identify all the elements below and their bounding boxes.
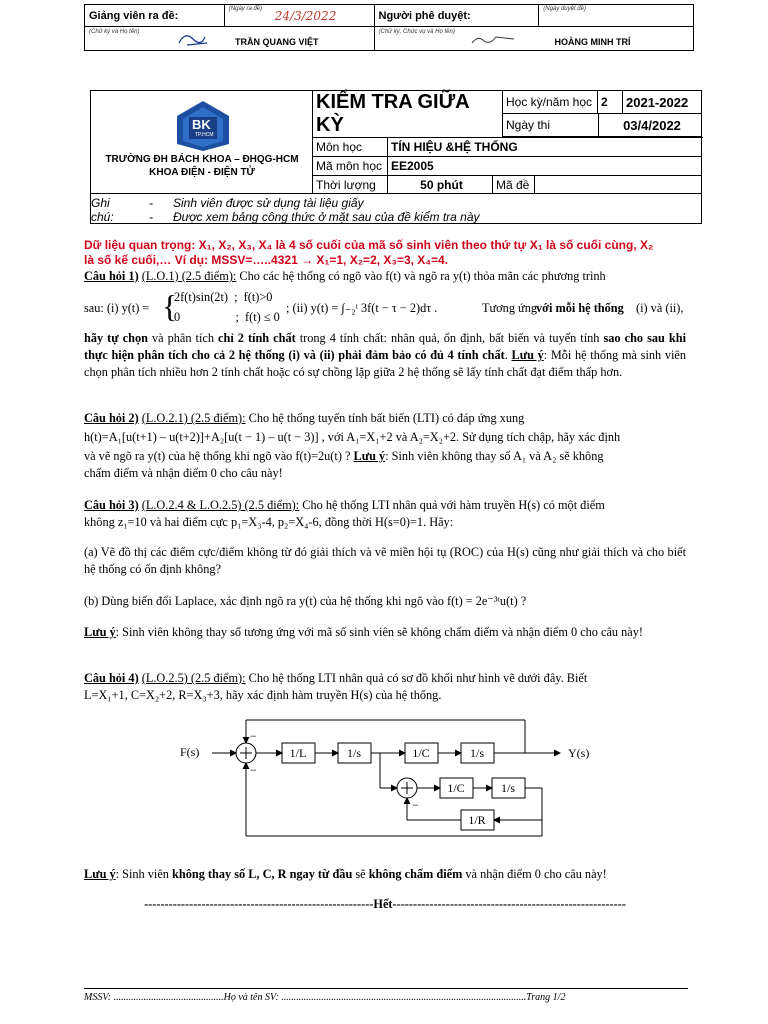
sign-hint-left: (Chữ ký và Họ tên) (89, 29, 140, 35)
q4-head: Câu hỏi 4) (84, 671, 139, 685)
q3-note-text: : Sinh viên không thay số tương ứng với mã số sinh viên sẽ không chấm điểm và nhận điểm 0 cho câu này! (115, 625, 644, 639)
q4-lo: (L.O.2.5) (2.5 điểm): (141, 671, 246, 685)
date-handwritten: 24/3/2022 (274, 9, 337, 23)
exam-code-label: Mã đề (493, 176, 535, 194)
signature-right-icon (470, 31, 520, 49)
q2-l2: h(t)=A₁[u(t+1) – u(t+2)]+A₂[u(t − 1) – u(t − 3)] , với A₁=X₁+2 và A₂=X₂+2. Sử dụng tích chập, hãy xác định (84, 430, 621, 444)
exam-title: KIỂM TRA GIỮA KỲ (313, 91, 503, 137)
q2-l1: Cho hệ thống tuyến tính bất biến (LTI) có đáp ứng xung (248, 411, 525, 425)
diagram-input: F(s) (180, 745, 200, 759)
block-1-over-r: 1/R (468, 813, 486, 827)
subject-value: TÍN HIỆU &HỆ THỐNG (388, 137, 702, 157)
faculty-name: KHOA ĐIỆN - ĐIỆN TỬ (149, 167, 255, 178)
exam-code-value (535, 176, 702, 194)
approver-sign (374, 27, 693, 51)
final-note-label: Lưu ý (84, 867, 116, 881)
code-label: Mã môn học (313, 157, 388, 176)
q1-body (84, 330, 686, 381)
code-value: EE2005 (388, 157, 702, 176)
duration-value: 50 phút (388, 176, 493, 194)
q1-l3e: sao (603, 331, 621, 345)
question-4 (84, 670, 686, 704)
lecturer-sign (85, 27, 375, 51)
final-t2: không thay số L, C, R ngay từ đầu (172, 867, 353, 881)
logo-sub: TP.HCM (195, 132, 214, 138)
q3-l1: Cho hệ thống LTI nhân quả với hàm truyền H(s) có một điểm (302, 498, 605, 512)
q2-head: Câu hỏi 2) (84, 411, 139, 425)
lecturer-name: TRẦN QUANG VIỆT (235, 37, 319, 47)
q3-head: Câu hỏi 3) (84, 498, 139, 512)
approver-name: HOÀNG MINH TRÍ (554, 37, 631, 47)
footer-line: MSSV: ............................................Họ và tên SV: ..................................................................................................Trang 1/2 (84, 992, 566, 1003)
lecturer-date (224, 5, 374, 27)
logo-text: BK (192, 117, 211, 132)
date-hint: (Ngày ra đề) (228, 6, 263, 12)
approver-label: Người phê duyệt: (374, 5, 539, 27)
q1-l3d: trong 4 tính chất: nhân quả, ổn định, bất biến và tuyến tính (299, 331, 600, 345)
q3-part-b: (b) Dùng biến đổi Laplace, xác định ngõ ra y(t) của hệ thống khi ngõ vào f(t) = 2e⁻³ᵗu(t) ? (84, 594, 527, 608)
final-t3: sẽ (355, 867, 366, 881)
important-note (84, 238, 686, 268)
important-line-2: là số kế cuối,… Ví dụ: MSSV=…..4321 → X₁=1, X₂=2, X₃=3, X₄=4. (84, 253, 449, 267)
q1-case-1: 2f(t)sin(2t) ; f(t)>0 (174, 290, 273, 304)
q3-part-a: (a) Vẽ đồ thị các điểm cực/điểm không từ đó giải thích và vẽ miền hội tụ (ROC) của H(s) cũng như giải thích và cho biết hệ thống có ổn định không? (84, 545, 686, 576)
block-1-over-l: 1/L (289, 746, 307, 760)
q1-t2b: với mỗi hệ thống (536, 301, 624, 315)
school-block (91, 91, 313, 194)
note-2: Được xem bảng công thức ở mặt sau của đề kiểm tra này (173, 210, 480, 224)
q4-l2: L=X₁+1, C=X₂+2, R=X₃+3, hãy xác định hàm truyền H(s) của hệ thống. (84, 688, 442, 702)
important-line-1: Dữ liệu quan trọng: X₁, X₂, X₃, X₄ là 4 số cuối của mã số sinh viên theo thứ tự X₁ là số cuối cùng, X₂ (84, 238, 654, 252)
q1-head: Câu hỏi 1) (84, 269, 139, 283)
q1-eq-prefix: sau: (i) y(t) = (84, 301, 150, 315)
q1-equations: sau: (i) y(t) = { 2f(t)sin(2t) ; f(t)>0 0 ; f(t) ≤ 0 ; (ii) y(t) = ∫₋₂ᵗ 3f(t − τ − 2)dτ . Tương ứng với mỗi hệ thống (i) và (ii), (84, 288, 684, 324)
minus-sign-top: − (250, 729, 257, 743)
q3-note (84, 624, 686, 641)
q2-lo: (L.O.2.1) (2.5 điểm): (141, 411, 246, 425)
minus-sign-inner: − (412, 798, 419, 812)
q1-l3a: hãy tự chọn (84, 331, 148, 345)
question-1 (84, 268, 686, 285)
question-2 (84, 410, 686, 482)
q1-t2: Tương ứng (482, 301, 538, 315)
q2-l3: và vẽ ngõ ra y(t) của hệ thống khi ngõ vào f(t)=2u(t) ? (84, 449, 351, 463)
q2-l4: chấm điểm và nhận điểm 0 cho câu này! (84, 466, 283, 480)
q1-t2c: (i) và (ii), (636, 301, 684, 315)
q3-note-label: Lưu ý (84, 625, 116, 639)
subject-label: Môn học (313, 137, 388, 157)
q1-l3b: và phân tích (151, 331, 214, 345)
approval-table (84, 4, 694, 51)
final-t1: : Sinh viên (115, 867, 169, 881)
block-integrator-1: 1/s (346, 746, 362, 760)
q1-l4a: cho sau khi thực hiện phân tích cho cả 2 hệ thống (i) và (ii) phải đảm bảo có đủ 4 tính chất (84, 331, 686, 362)
date-label: Ngày thi (503, 114, 598, 137)
q1-l3c: chỉ 2 tính chất (218, 331, 296, 345)
q1-case-2: 0 ; f(t) ≤ 0 (174, 310, 280, 324)
q1-eq-ii: ; (ii) y(t) = ∫₋₂ᵗ 3f(t − τ − 2)dτ . (286, 301, 438, 315)
minus-sign-bottom: − (250, 763, 257, 777)
final-t4: không chấm điểm (368, 867, 463, 881)
semester-label: Học kỳ/năm học (503, 91, 598, 114)
final-t5: và nhận điểm 0 cho câu này! (465, 867, 607, 881)
q3-lo: (L.O.2.4 & L.O.2.5) (2.5 điểm): (141, 498, 300, 512)
end-marker: --------------------------------------------------------Hết--------------------------------------------------------- (144, 897, 626, 911)
q1-note-label: Lưu ý (511, 348, 544, 362)
signature-left-icon (175, 29, 215, 49)
approve-date-hint: (Ngày duyệt đề) (543, 6, 586, 12)
duration-label: Thời lượng (313, 176, 388, 194)
block-integrator-2: 1/s (469, 746, 485, 760)
block-1-over-c-inner: 1/C (447, 781, 465, 795)
q3-l2: không z₁=10 và hai điểm cực p₁=X₃-4, p₂=X₄-6, đồng thời H(s=0)=1. Hãy: (84, 515, 454, 529)
question-3 (84, 497, 686, 531)
school-name: TRƯỜNG ĐH BÁCH KHOA – ĐHQG-HCM (105, 154, 299, 165)
semester-value: 2 (598, 91, 623, 114)
q2-note-label: Lưu ý (353, 449, 386, 463)
q1-lo: (L.O.1) (2.5 điểm): (141, 269, 237, 283)
q1-intro: Cho các hệ thống có ngõ vào f(t) và ngõ ra y(t) thỏa mãn các phương trình (239, 269, 606, 283)
final-note (84, 866, 686, 883)
exam-date: 03/4/2022 (598, 114, 702, 137)
q1-l4b: . (504, 348, 512, 362)
block-1-over-c: 1/C (412, 746, 430, 760)
block-integrator-3: 1/s (500, 781, 516, 795)
diagram-output: Y(s) (568, 746, 590, 760)
q1-note: : Mỗi hệ thống mà sinh viên chọn phân tích nhiều hơn 2 tính chất hoặc có sự chồng lặp giữa 2 hệ thống sẽ lấy tính chất đạt điểm thấp hơn. (84, 348, 686, 379)
note-1: Sinh viên được sử dụng tài liệu giấy (173, 196, 364, 210)
lecturer-label: Giảng viên ra đề: (85, 5, 225, 27)
exam-header (90, 90, 702, 224)
q4-l1: Cho hệ thống LTI nhân quả có sơ đồ khối như hình vẽ dưới đây. Biết (248, 671, 588, 685)
school-year: 2021-2022 (623, 91, 702, 114)
notes-block: Ghi chú: - Sinh viên được sử dụng tài liệu giấy - Được xem bảng công thức ở mặt sau của đề kiểm tra này (91, 196, 480, 224)
approver-date (539, 5, 694, 27)
note-label: Ghi chú: (91, 196, 114, 224)
q2-l3b: : Sinh viên không thay số A₁ và A₂ sẽ không (385, 449, 604, 463)
block-diagram (170, 712, 610, 842)
sign-hint-right: (Chữ ký, Chức vụ và Họ tên) (378, 29, 455, 35)
